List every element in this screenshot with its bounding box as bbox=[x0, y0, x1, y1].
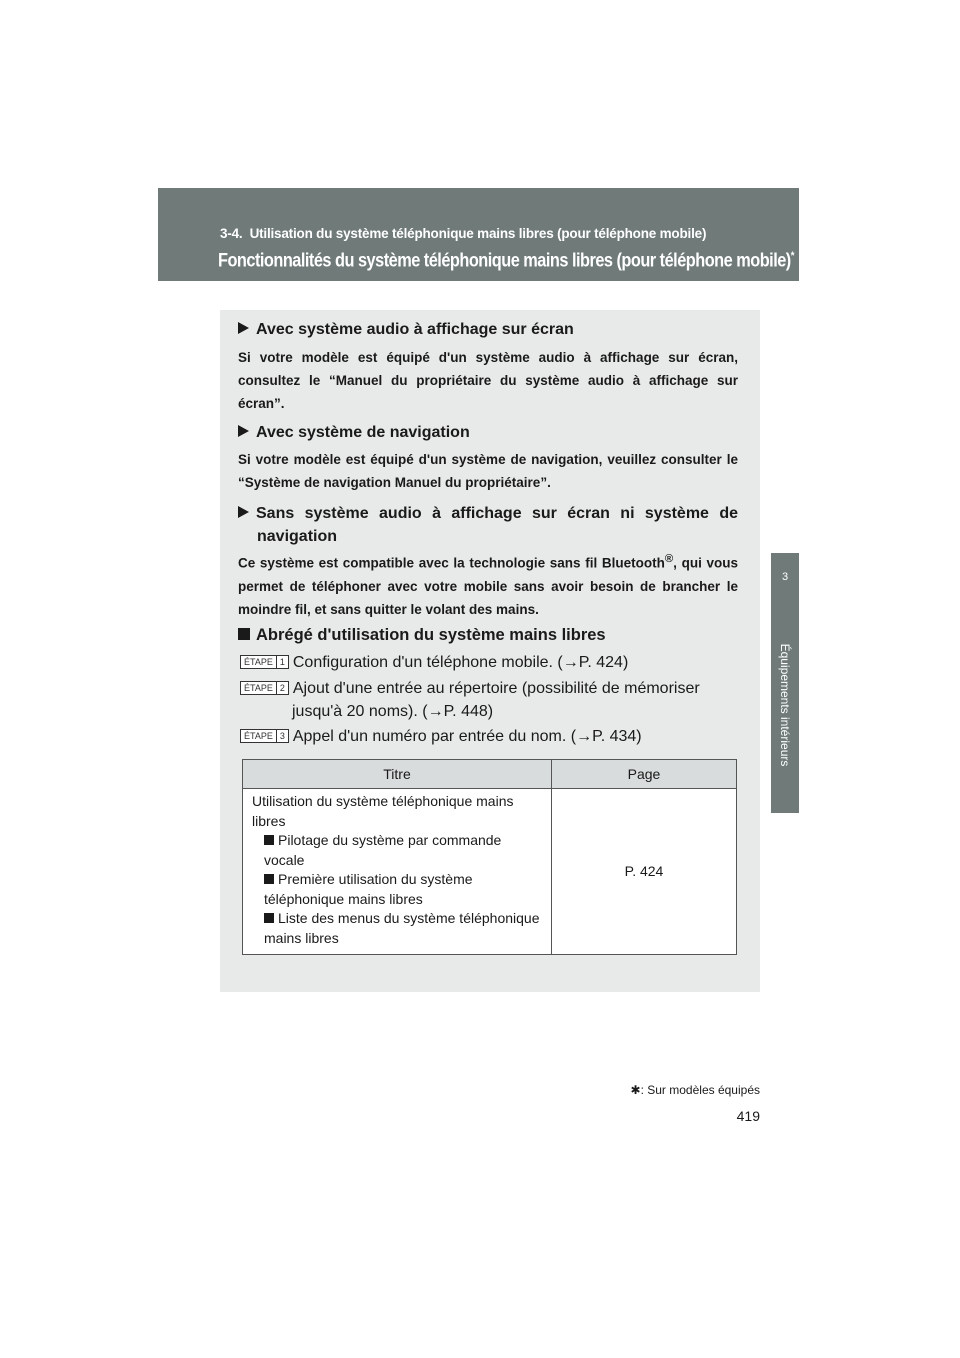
step-badge-label: ÉTAPE bbox=[241, 730, 276, 742]
chapter-header bbox=[158, 188, 799, 281]
table-row bbox=[243, 789, 737, 955]
step-badge-label: ÉTAPE bbox=[241, 656, 276, 668]
title-footnote-mark: * bbox=[790, 250, 794, 262]
table-row-main: Utilisation du système téléphonique mains libres bbox=[252, 793, 514, 829]
bluetooth-text-1: Ce système est compatible avec la technologie sans fil Bluetooth bbox=[238, 555, 665, 571]
step-2-text-b: jusqu'à 20 noms). (→P. 448) bbox=[292, 703, 494, 720]
square-bullet-icon bbox=[238, 628, 250, 640]
heading-summary bbox=[238, 626, 606, 645]
arrow-right-icon bbox=[238, 425, 249, 437]
arrow-right-icon bbox=[238, 506, 249, 518]
heading-audio bbox=[238, 321, 574, 339]
step-2-text-a: Ajout d'une entrée au répertoire (possibilité de mémoriser bbox=[292, 680, 700, 697]
chapter-label: Équipements intérieurs bbox=[778, 643, 792, 767]
reference-table bbox=[242, 759, 737, 955]
step-1-text: Configuration d'un téléphone mobile. (→P. 424) bbox=[292, 654, 629, 671]
table-header-row bbox=[243, 760, 737, 789]
paragraph-bluetooth bbox=[238, 548, 738, 621]
step-3-text: Appel d'un numéro par entrée du nom. (→P. 434) bbox=[292, 728, 642, 745]
registered-mark: ® bbox=[664, 553, 674, 565]
bluetooth-text-2: , qui vous permet de téléphoner avec votre mobile sans avoir besoin de brancher le moindre fil, et sans quitter le volant des mains. bbox=[238, 555, 738, 617]
chapter-side-tab bbox=[771, 553, 799, 813]
table-cell-title bbox=[243, 789, 552, 955]
step-badge-number: 3 bbox=[276, 730, 288, 742]
page-title bbox=[218, 250, 794, 272]
heading-no-display-text: Sans système audio à affichage sur écran ni système de navigation bbox=[256, 505, 738, 545]
list-item-text: Première utilisation du système téléphonique mains libres bbox=[264, 871, 473, 907]
footnote: ✱: Sur modèles équipés bbox=[630, 1083, 760, 1097]
heading-summary-text: Abrégé d'utilisation du système mains libres bbox=[256, 626, 606, 644]
arrow-right-icon bbox=[238, 322, 249, 334]
paragraph-audio: Si votre modèle est équipé d'un système audio à affichage sur écran, consultez le “Manuel du propriétaire du système audio à affichage sur écran”. bbox=[238, 350, 738, 411]
column-header-page: Page bbox=[552, 760, 737, 789]
step-badge-number: 2 bbox=[276, 682, 288, 694]
list-item bbox=[252, 831, 543, 870]
list-item bbox=[252, 870, 543, 909]
column-header-title: Titre bbox=[243, 760, 552, 789]
heading-no-display bbox=[238, 502, 738, 548]
step-badge-number: 1 bbox=[276, 656, 288, 668]
page-number: 419 bbox=[736, 1108, 760, 1124]
square-bullet-icon bbox=[264, 913, 274, 923]
step-2 bbox=[240, 677, 738, 723]
heading-navigation-text: Avec système de navigation bbox=[256, 424, 470, 441]
step-badge bbox=[240, 681, 289, 695]
step-1 bbox=[240, 651, 628, 674]
section-title: 3-4. Utilisation du système téléphonique mains libres (pour téléphone mobile) bbox=[220, 226, 707, 241]
paragraph-navigation: Si votre modèle est équipé d'un système de navigation, veuillez consulter le “Système de navigation Manuel du propriétaire”. bbox=[238, 452, 738, 490]
chapter-number: 3 bbox=[781, 571, 789, 583]
list-item-text: Pilotage du système par commande vocale bbox=[264, 832, 502, 868]
list-item bbox=[252, 909, 543, 948]
square-bullet-icon bbox=[264, 874, 274, 884]
heading-audio-text: Avec système audio à affichage sur écran bbox=[256, 321, 574, 338]
step-badge-label: ÉTAPE bbox=[241, 682, 276, 694]
square-bullet-icon bbox=[264, 835, 274, 845]
step-badge bbox=[240, 655, 289, 669]
step-badge bbox=[240, 729, 289, 743]
table-cell-page: P. 424 bbox=[552, 789, 737, 955]
heading-navigation bbox=[238, 424, 470, 442]
step-3 bbox=[240, 725, 642, 748]
page-title-text: Fonctionnalités du système téléphonique mains libres (pour téléphone mobile) bbox=[218, 250, 791, 272]
list-item-text: Liste des menus du système téléphonique mains libres bbox=[264, 910, 540, 946]
